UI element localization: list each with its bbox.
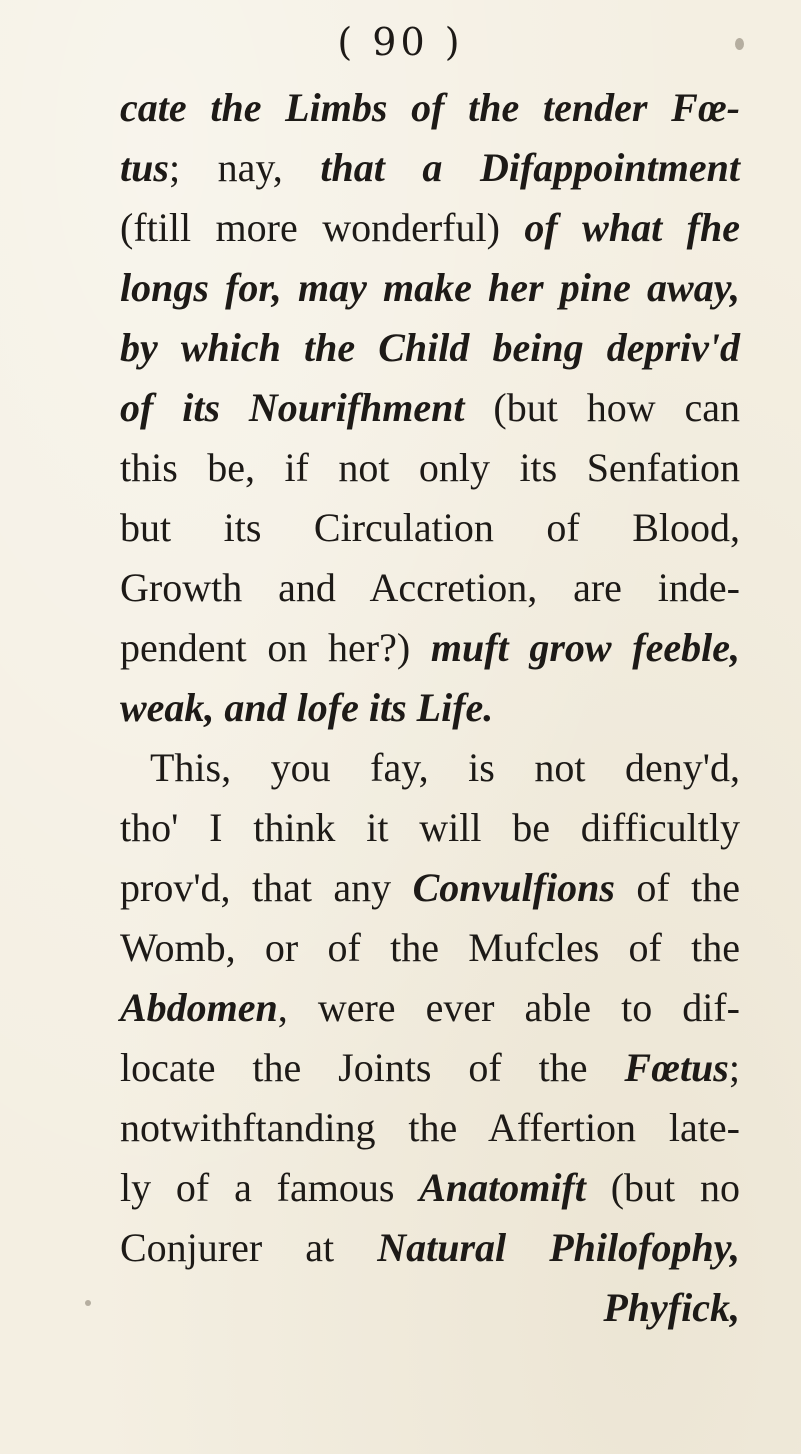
text-line bbox=[120, 1218, 740, 1278]
text-line bbox=[120, 798, 740, 858]
roman-text: Conjurer at bbox=[120, 1225, 378, 1270]
roman-text: but its Circulation of Blood, bbox=[120, 505, 740, 550]
roman-text: Growth and Accretion, are inde- bbox=[120, 565, 740, 610]
roman-text: locate the Joints of the bbox=[120, 1045, 625, 1090]
text-line bbox=[120, 198, 740, 258]
text-line bbox=[120, 978, 740, 1038]
italic-text: cate the Limbs of the tender Fœ- bbox=[120, 85, 740, 130]
italic-text: Natural Philofophy, bbox=[377, 1225, 740, 1270]
italic-text: weak, and lofe its Life. bbox=[120, 685, 494, 730]
text-line bbox=[120, 438, 740, 498]
roman-text: of the bbox=[614, 865, 741, 910]
roman-text: (but how can bbox=[493, 385, 740, 430]
italic-text: that a Difappointment bbox=[320, 145, 740, 190]
text-line bbox=[120, 378, 740, 438]
roman-text: notwithftanding the Affertion late- bbox=[120, 1105, 740, 1150]
italic-text: of its Nourifhment bbox=[120, 385, 494, 430]
text-line bbox=[120, 78, 740, 138]
text-line bbox=[120, 138, 740, 198]
text-line bbox=[120, 258, 740, 318]
text-line bbox=[120, 498, 740, 558]
roman-text: tho' I think it will be difficultly bbox=[120, 805, 740, 850]
roman-text: prov'd, that any bbox=[120, 865, 413, 910]
roman-text: ; bbox=[728, 1045, 740, 1090]
text-line bbox=[120, 318, 740, 378]
ink-blot bbox=[85, 1300, 91, 1306]
text-line bbox=[120, 1278, 740, 1338]
text-line bbox=[120, 1098, 740, 1158]
roman-text: , were ever able to dif- bbox=[277, 985, 740, 1030]
italic-text: of what fhe bbox=[524, 205, 740, 250]
text-line bbox=[120, 858, 740, 918]
text-line bbox=[120, 918, 740, 978]
text-line bbox=[120, 618, 740, 678]
ink-blot bbox=[735, 38, 744, 50]
text-line bbox=[120, 1038, 740, 1098]
roman-text: this be, if not only its Senfation bbox=[120, 445, 740, 490]
italic-text: muft grow feeble, bbox=[430, 625, 741, 670]
italic-text: by which the Child being depriv'd bbox=[120, 325, 740, 370]
text-line bbox=[120, 738, 740, 798]
roman-text: (ftill more wonderful) bbox=[120, 205, 525, 250]
roman-text: Womb, or of the Mufcles of the bbox=[120, 925, 740, 970]
page-number: ( 90 ) bbox=[337, 20, 464, 64]
italic-text: Phyfick, bbox=[603, 1285, 740, 1330]
italic-text: longs for, may make her pine away, bbox=[120, 265, 740, 310]
roman-text: This, you fay, is not deny'd, bbox=[150, 745, 740, 790]
italic-text: Abdomen bbox=[120, 985, 278, 1030]
italic-text: Fœtus bbox=[624, 1045, 729, 1090]
text-line bbox=[120, 678, 740, 738]
italic-text: tus bbox=[120, 145, 169, 190]
italic-text: Convulfions bbox=[412, 865, 615, 910]
roman-text: ; nay, bbox=[168, 145, 321, 190]
roman-text: ly of a famous bbox=[120, 1165, 420, 1210]
roman-text: (but no bbox=[585, 1165, 740, 1210]
italic-text: Anatomift bbox=[419, 1165, 586, 1210]
roman-text: pendent on her?) bbox=[120, 625, 431, 670]
text-line bbox=[120, 1158, 740, 1218]
text-line bbox=[120, 558, 740, 618]
